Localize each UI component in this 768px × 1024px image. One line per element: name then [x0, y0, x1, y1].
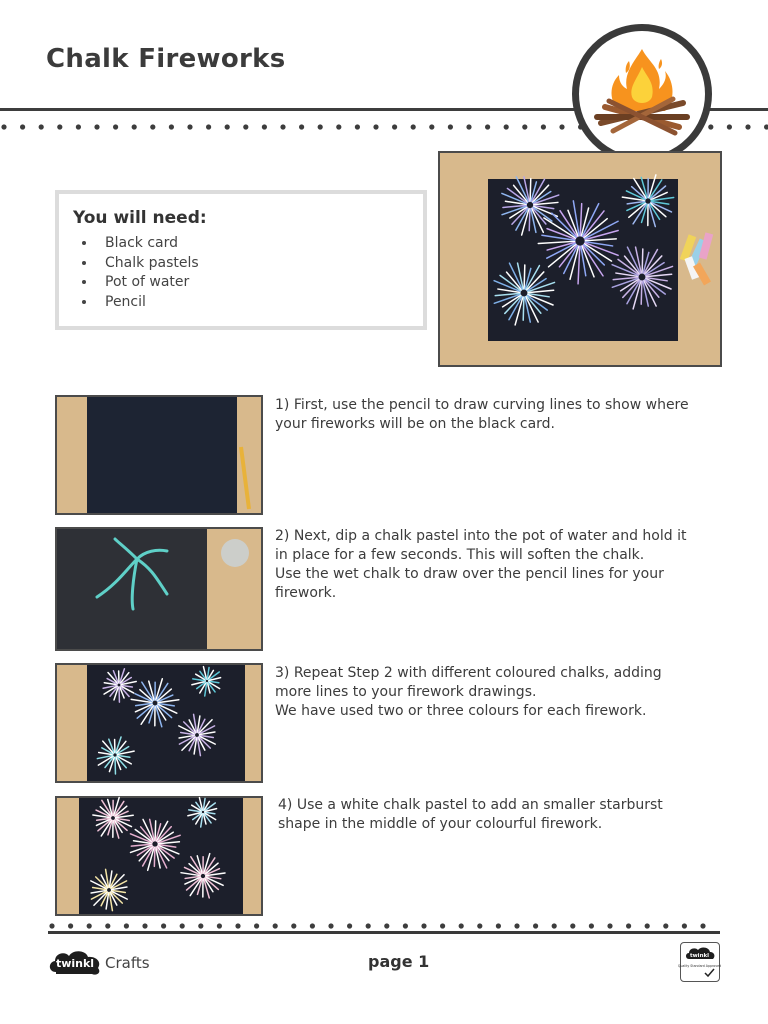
materials-item: • Black card: [97, 234, 409, 254]
step-3-text: 3) Repeat Step 2 with different coloured chalks, adding more lines to your firework drawings. We have used two or three colours for each firework.: [275, 665, 662, 719]
bonfire-icon: [579, 31, 705, 157]
quality-standard-badge: [677, 942, 722, 982]
twinkl-logo-text: twinkl: [55, 957, 95, 970]
check-icon: [705, 969, 714, 976]
quality-standard-text: Quality Standard Approved: [677, 964, 722, 968]
materials-item: • Pot of water: [97, 273, 409, 293]
bonfire-badge: [572, 24, 712, 164]
step-2-photo: [55, 527, 263, 651]
footer-section-label: Crafts: [105, 954, 150, 972]
firework-stroke: [642, 249, 643, 273]
finished-artwork-photo: [438, 151, 722, 367]
footer-rule: [48, 931, 720, 934]
step-2-text: 2) Next, dip a chalk pastel into the pot of water and hold it in place for a few seconds. This will soften the chalk. Use the wet chalk to draw over the pencil lines for your firework.: [275, 528, 687, 601]
materials-item: • Pencil: [97, 293, 409, 313]
step-4-text: 4) Use a white chalk pastel to add an smaller starburst shape in the middle of your colourful firework.: [278, 797, 663, 832]
footer-dotted-divider: [48, 921, 720, 931]
firework-stroke: [523, 297, 524, 320]
step-1-photo: [55, 395, 263, 515]
step-1-text: 1) First, use the pencil to draw curving lines to show where your fireworks will be on the black card.: [275, 397, 689, 432]
materials-item: • Chalk pastels: [97, 254, 409, 274]
page-title: Chalk Fireworks: [46, 44, 286, 74]
quality-logo-text: twinkl: [689, 953, 710, 959]
step-3-photo: [55, 663, 263, 783]
firework-stroke: [530, 179, 531, 202]
twinkl-logo: [46, 946, 104, 978]
firework-stroke: [529, 209, 530, 231]
page-number: page 1: [368, 952, 430, 971]
firework-stroke: [524, 265, 525, 289]
firework-stroke: [155, 821, 156, 841]
firework-stroke: [154, 847, 155, 866]
materials-heading: You will need:: [73, 208, 207, 228]
materials-list: [73, 234, 409, 312]
materials-box: [55, 190, 427, 330]
step-4-photo: [55, 796, 263, 916]
firework-stroke: [641, 281, 642, 304]
